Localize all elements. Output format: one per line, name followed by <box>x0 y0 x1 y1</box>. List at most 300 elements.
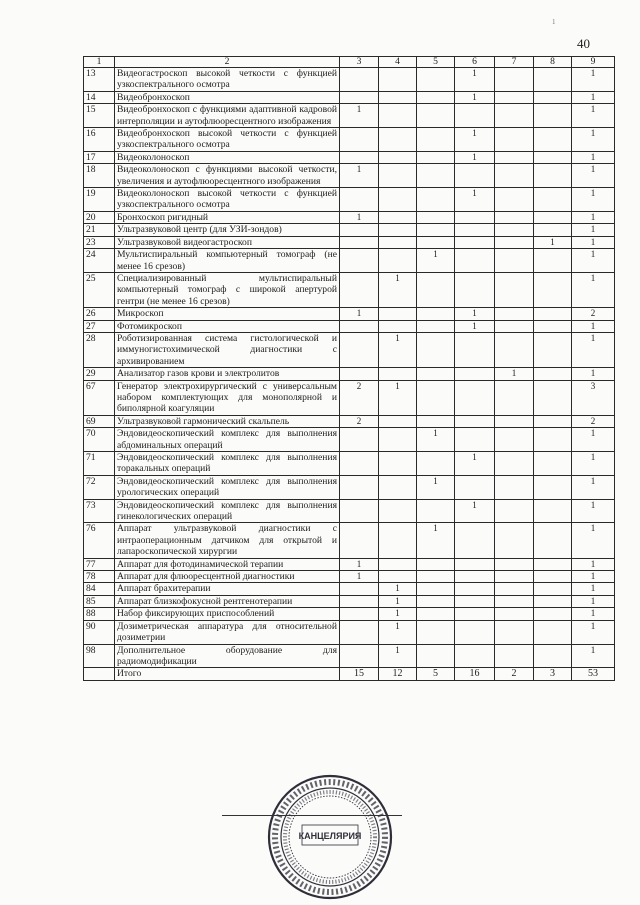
equipment-name: Специализированный мультиспиральный компьютерный томограф с широкой апертурой гентри (не менее 16 срезов) <box>115 272 340 307</box>
row-number: 14 <box>84 91 115 103</box>
quantity-cell <box>455 583 495 595</box>
quantity-cell: 2 <box>340 415 379 427</box>
quantity-cell: 1 <box>572 104 615 128</box>
quantity-cell: 1 <box>572 475 615 499</box>
quantity-cell <box>534 475 572 499</box>
quantity-cell: 1 <box>572 164 615 188</box>
column-header: 2 <box>115 57 340 68</box>
table-row <box>84 558 615 570</box>
row-number: 90 <box>84 620 115 644</box>
quantity-cell <box>534 151 572 163</box>
quantity-cell <box>379 308 417 320</box>
quantity-cell <box>417 380 455 415</box>
quantity-cell <box>417 499 455 523</box>
quantity-cell: 1 <box>572 332 615 367</box>
total-cell: 53 <box>572 668 615 681</box>
quantity-cell: 1 <box>379 595 417 607</box>
equipment-name: Фотомикроскоп <box>115 320 340 332</box>
quantity-cell <box>417 104 455 128</box>
quantity-cell <box>455 415 495 427</box>
row-number: 25 <box>84 272 115 307</box>
table-row <box>84 236 615 248</box>
quantity-cell <box>340 644 379 668</box>
quantity-cell <box>455 224 495 236</box>
total-label: Итого <box>115 668 340 681</box>
row-number: 29 <box>84 368 115 380</box>
table-row <box>84 249 615 273</box>
quantity-cell: 1 <box>455 91 495 103</box>
quantity-cell <box>534 644 572 668</box>
quantity-cell <box>379 368 417 380</box>
quantity-cell <box>379 236 417 248</box>
quantity-cell <box>495 499 534 523</box>
quantity-cell <box>495 428 534 452</box>
equipment-name: Аппарат близкофокусной рентгенотерапии <box>115 595 340 607</box>
equipment-name: Ультразвуковой центр (для УЗИ-зондов) <box>115 224 340 236</box>
row-number: 17 <box>84 151 115 163</box>
quantity-cell <box>455 644 495 668</box>
total-cell: 16 <box>455 668 495 681</box>
equipment-name: Видеобронхоскоп <box>115 91 340 103</box>
quantity-cell <box>455 249 495 273</box>
row-number: 71 <box>84 452 115 476</box>
row-number: 15 <box>84 104 115 128</box>
quantity-cell <box>340 583 379 595</box>
quantity-cell <box>340 224 379 236</box>
quantity-cell: 1 <box>572 236 615 248</box>
row-number: 19 <box>84 188 115 212</box>
quantity-cell <box>534 164 572 188</box>
table-row <box>84 308 615 320</box>
row-number: 76 <box>84 523 115 558</box>
table-row <box>84 583 615 595</box>
quantity-cell: 1 <box>534 236 572 248</box>
quantity-cell <box>417 188 455 212</box>
quantity-cell <box>379 558 417 570</box>
row-number: 70 <box>84 428 115 452</box>
quantity-cell <box>495 452 534 476</box>
quantity-cell <box>340 475 379 499</box>
quantity-cell <box>379 151 417 163</box>
quantity-cell <box>455 164 495 188</box>
page-number: 40 <box>577 36 590 51</box>
quantity-cell <box>417 91 455 103</box>
equipment-name: Видеогастроскоп высокой четкости с функцией узкоспектрального осмотра <box>115 68 340 92</box>
quantity-cell <box>495 249 534 273</box>
quantity-cell <box>417 452 455 476</box>
quantity-cell <box>534 332 572 367</box>
quantity-cell <box>379 320 417 332</box>
row-number: 73 <box>84 499 115 523</box>
table-row <box>84 188 615 212</box>
quantity-cell <box>455 236 495 248</box>
quantity-cell: 1 <box>417 428 455 452</box>
quantity-cell <box>534 128 572 152</box>
quantity-cell <box>534 188 572 212</box>
quantity-cell: 1 <box>340 558 379 570</box>
quantity-cell: 1 <box>379 583 417 595</box>
row-number: 77 <box>84 558 115 570</box>
quantity-cell <box>417 620 455 644</box>
equipment-name: Ультразвуковой видеогастроскоп <box>115 236 340 248</box>
quantity-cell: 1 <box>495 368 534 380</box>
quantity-cell <box>340 91 379 103</box>
row-number: 27 <box>84 320 115 332</box>
column-header: 4 <box>379 57 417 68</box>
quantity-cell <box>340 320 379 332</box>
quantity-cell <box>417 151 455 163</box>
quantity-cell <box>495 380 534 415</box>
quantity-cell <box>417 608 455 620</box>
quantity-cell <box>340 595 379 607</box>
quantity-cell: 1 <box>379 620 417 644</box>
quantity-cell <box>534 571 572 583</box>
quantity-cell <box>340 68 379 92</box>
quantity-cell <box>417 128 455 152</box>
quantity-cell: 1 <box>572 595 615 607</box>
quantity-cell <box>534 583 572 595</box>
quantity-cell <box>379 499 417 523</box>
quantity-cell <box>455 475 495 499</box>
total-cell: 15 <box>340 668 379 681</box>
quantity-cell <box>417 644 455 668</box>
quantity-cell: 1 <box>340 571 379 583</box>
quantity-cell: 1 <box>572 523 615 558</box>
quantity-cell <box>534 68 572 92</box>
quantity-cell: 1 <box>572 320 615 332</box>
quantity-cell: 1 <box>379 644 417 668</box>
quantity-cell <box>495 68 534 92</box>
equipment-name: Роботизированная система гистологической и иммуногистохимической диагностики с архивированием <box>115 332 340 367</box>
quantity-cell <box>534 608 572 620</box>
row-number: 84 <box>84 583 115 595</box>
table-row <box>84 499 615 523</box>
table-row <box>84 224 615 236</box>
column-header: 8 <box>534 57 572 68</box>
table-row <box>84 128 615 152</box>
quantity-cell <box>379 104 417 128</box>
equipment-name: Эндовидеоскопический комплекс для выполнения торакальных операций <box>115 452 340 476</box>
quantity-cell <box>379 475 417 499</box>
quantity-cell <box>495 236 534 248</box>
total-cell: 12 <box>379 668 417 681</box>
quantity-cell <box>340 236 379 248</box>
quantity-cell <box>534 499 572 523</box>
quantity-cell: 1 <box>572 188 615 212</box>
quantity-cell <box>340 452 379 476</box>
equipment-name: Генератор электрохирургический с универсальным набором комплектующих для монополярной и биполярной коагуляции <box>115 380 340 415</box>
quantity-cell: 1 <box>572 558 615 570</box>
column-header: 1 <box>84 57 115 68</box>
quantity-cell <box>455 368 495 380</box>
row-number: 28 <box>84 332 115 367</box>
equipment-name: Видеоколоноскоп <box>115 151 340 163</box>
quantity-cell <box>417 415 455 427</box>
equipment-name: Аппарат для фотодинамической терапии <box>115 558 340 570</box>
quantity-cell: 1 <box>455 452 495 476</box>
quantity-cell: 1 <box>572 368 615 380</box>
quantity-cell: 1 <box>572 571 615 583</box>
quantity-cell <box>495 91 534 103</box>
quantity-cell <box>495 320 534 332</box>
equipment-name: Эндовидеоскопический комплекс для выполнения гинекологических операций <box>115 499 340 523</box>
quantity-cell: 1 <box>455 499 495 523</box>
quantity-cell: 1 <box>455 188 495 212</box>
quantity-cell <box>417 272 455 307</box>
quantity-cell: 1 <box>572 608 615 620</box>
quantity-cell <box>417 211 455 223</box>
quantity-cell <box>379 224 417 236</box>
equipment-name: Аппарат для флюоресцентной диагностики <box>115 571 340 583</box>
quantity-cell <box>417 583 455 595</box>
quantity-cell: 1 <box>572 428 615 452</box>
table-row <box>84 620 615 644</box>
quantity-cell: 2 <box>340 380 379 415</box>
quantity-cell <box>495 608 534 620</box>
quantity-cell <box>340 368 379 380</box>
quantity-cell: 1 <box>572 644 615 668</box>
quantity-cell <box>340 620 379 644</box>
quantity-cell <box>495 272 534 307</box>
total-cell: 5 <box>417 668 455 681</box>
quantity-cell <box>495 104 534 128</box>
equipment-name: Видеоколоноскоп высокой четкости с функцией узкоспектрального осмотра <box>115 188 340 212</box>
row-number: 69 <box>84 415 115 427</box>
quantity-cell <box>340 499 379 523</box>
row-number: 98 <box>84 644 115 668</box>
row-number: 23 <box>84 236 115 248</box>
quantity-cell: 1 <box>455 128 495 152</box>
column-header: 9 <box>572 57 615 68</box>
table-body <box>84 57 615 681</box>
table-row <box>84 332 615 367</box>
quantity-cell: 1 <box>455 320 495 332</box>
quantity-cell: 1 <box>340 104 379 128</box>
quantity-cell: 1 <box>455 68 495 92</box>
equipment-name: Дополнительное оборудование для радиомодификации <box>115 644 340 668</box>
quantity-cell <box>379 91 417 103</box>
corner-mark: 1 <box>552 18 556 26</box>
equipment-name: Эндовидеоскопический комплекс для выполнения абдоминальных операций <box>115 428 340 452</box>
row-number: 18 <box>84 164 115 188</box>
quantity-cell <box>495 308 534 320</box>
quantity-cell <box>534 380 572 415</box>
quantity-cell <box>455 428 495 452</box>
quantity-cell <box>495 415 534 427</box>
quantity-cell <box>495 211 534 223</box>
quantity-cell <box>534 91 572 103</box>
row-number: 78 <box>84 571 115 583</box>
table-row <box>84 452 615 476</box>
quantity-cell <box>417 320 455 332</box>
row-number: 20 <box>84 211 115 223</box>
quantity-cell: 1 <box>379 332 417 367</box>
quantity-cell <box>379 415 417 427</box>
table-row <box>84 272 615 307</box>
quantity-cell <box>495 475 534 499</box>
quantity-cell: 1 <box>572 272 615 307</box>
quantity-cell <box>417 224 455 236</box>
quantity-cell <box>340 523 379 558</box>
quantity-cell <box>495 558 534 570</box>
total-row <box>84 668 615 681</box>
equipment-name: Набор фиксирующих приспособлений <box>115 608 340 620</box>
column-header: 5 <box>417 57 455 68</box>
quantity-cell: 1 <box>417 523 455 558</box>
office-stamp <box>266 773 394 901</box>
stamp-center-text: КАНЦЕЛЯРИЯ <box>298 831 362 841</box>
quantity-cell <box>455 332 495 367</box>
quantity-cell <box>417 68 455 92</box>
quantity-cell <box>455 380 495 415</box>
quantity-cell <box>417 595 455 607</box>
quantity-cell: 2 <box>572 415 615 427</box>
table-row <box>84 428 615 452</box>
table-row <box>84 151 615 163</box>
quantity-cell <box>417 164 455 188</box>
quantity-cell: 1 <box>340 308 379 320</box>
quantity-cell <box>495 595 534 607</box>
row-number: 26 <box>84 308 115 320</box>
quantity-cell <box>417 571 455 583</box>
quantity-cell <box>534 272 572 307</box>
equipment-name: Микроскоп <box>115 308 340 320</box>
quantity-cell <box>495 620 534 644</box>
table-row <box>84 211 615 223</box>
quantity-cell <box>534 595 572 607</box>
quantity-cell <box>340 428 379 452</box>
quantity-cell <box>534 368 572 380</box>
quantity-cell: 1 <box>340 211 379 223</box>
quantity-cell <box>534 224 572 236</box>
row-number: 67 <box>84 380 115 415</box>
table-row <box>84 380 615 415</box>
quantity-cell <box>455 104 495 128</box>
table-row <box>84 320 615 332</box>
quantity-cell <box>495 164 534 188</box>
quantity-cell: 1 <box>572 249 615 273</box>
quantity-cell <box>495 583 534 595</box>
quantity-cell <box>379 249 417 273</box>
quantity-cell <box>379 128 417 152</box>
quantity-cell <box>534 452 572 476</box>
quantity-cell: 1 <box>340 164 379 188</box>
quantity-cell <box>379 571 417 583</box>
row-number: 24 <box>84 249 115 273</box>
quantity-cell <box>455 595 495 607</box>
quantity-cell <box>340 272 379 307</box>
quantity-cell <box>379 164 417 188</box>
quantity-cell <box>379 211 417 223</box>
row-number: 16 <box>84 128 115 152</box>
quantity-cell <box>534 620 572 644</box>
quantity-cell <box>495 523 534 558</box>
quantity-cell: 1 <box>572 452 615 476</box>
quantity-cell <box>340 608 379 620</box>
total-cell: 3 <box>534 668 572 681</box>
quantity-cell <box>417 558 455 570</box>
quantity-cell: 1 <box>572 128 615 152</box>
equipment-name: Ультразвуковой гармонический скальпель <box>115 415 340 427</box>
quantity-cell <box>455 272 495 307</box>
quantity-cell: 1 <box>455 308 495 320</box>
quantity-cell: 1 <box>572 224 615 236</box>
equipment-name: Аппарат ультразвуковой диагностики с интраоперационным датчиком для открытой и лапароскопической хирургии <box>115 523 340 558</box>
equipment-name: Аппарат брахитерапии <box>115 583 340 595</box>
table-row <box>84 595 615 607</box>
quantity-cell <box>495 151 534 163</box>
column-header: 7 <box>495 57 534 68</box>
equipment-name: Дозиметрическая аппаратура для относительной дозиметрии <box>115 620 340 644</box>
quantity-cell <box>455 571 495 583</box>
quantity-cell <box>455 211 495 223</box>
quantity-cell <box>340 249 379 273</box>
row-number: 85 <box>84 595 115 607</box>
row-number: 13 <box>84 68 115 92</box>
quantity-cell <box>379 523 417 558</box>
quantity-cell <box>495 332 534 367</box>
quantity-cell <box>495 644 534 668</box>
quantity-cell: 2 <box>572 308 615 320</box>
quantity-cell <box>417 368 455 380</box>
column-header: 6 <box>455 57 495 68</box>
column-header: 3 <box>340 57 379 68</box>
quantity-cell <box>455 620 495 644</box>
quantity-cell <box>534 558 572 570</box>
quantity-cell <box>340 332 379 367</box>
quantity-cell: 1 <box>572 499 615 523</box>
quantity-cell <box>534 523 572 558</box>
equipment-name: Видеобронхоскоп с функциями адаптивной кадровой интерполяции и аутофлюоресцентного изображения <box>115 104 340 128</box>
quantity-cell <box>534 249 572 273</box>
header-row <box>84 57 615 68</box>
quantity-cell <box>379 188 417 212</box>
quantity-cell: 1 <box>379 608 417 620</box>
row-number: 88 <box>84 608 115 620</box>
quantity-cell <box>340 128 379 152</box>
quantity-cell: 1 <box>572 620 615 644</box>
total-number-cell <box>84 668 115 681</box>
equipment-name: Эндовидеоскопический комплекс для выполнения урологических операций <box>115 475 340 499</box>
equipment-name: Видеоколоноскоп с функциями высокой четкости, увеличения и аутофлюоресцентного изображения <box>115 164 340 188</box>
quantity-cell <box>534 428 572 452</box>
quantity-cell <box>534 211 572 223</box>
quantity-cell: 1 <box>572 583 615 595</box>
quantity-cell <box>417 236 455 248</box>
quantity-cell <box>417 332 455 367</box>
row-number: 21 <box>84 224 115 236</box>
quantity-cell <box>455 608 495 620</box>
table-row <box>84 368 615 380</box>
quantity-cell <box>534 104 572 128</box>
quantity-cell <box>417 308 455 320</box>
quantity-cell: 1 <box>417 475 455 499</box>
quantity-cell: 1 <box>572 211 615 223</box>
quantity-cell <box>455 558 495 570</box>
total-cell: 2 <box>495 668 534 681</box>
quantity-cell: 1 <box>572 91 615 103</box>
quantity-cell: 3 <box>572 380 615 415</box>
quantity-cell: 1 <box>455 151 495 163</box>
table-row <box>84 608 615 620</box>
quantity-cell <box>379 452 417 476</box>
equipment-table <box>83 56 615 681</box>
quantity-cell <box>534 320 572 332</box>
table-row <box>84 644 615 668</box>
row-number: 72 <box>84 475 115 499</box>
quantity-cell <box>495 224 534 236</box>
equipment-name: Видеобронхоскоп высокой четкости с функцией узкоспектрального осмотра <box>115 128 340 152</box>
